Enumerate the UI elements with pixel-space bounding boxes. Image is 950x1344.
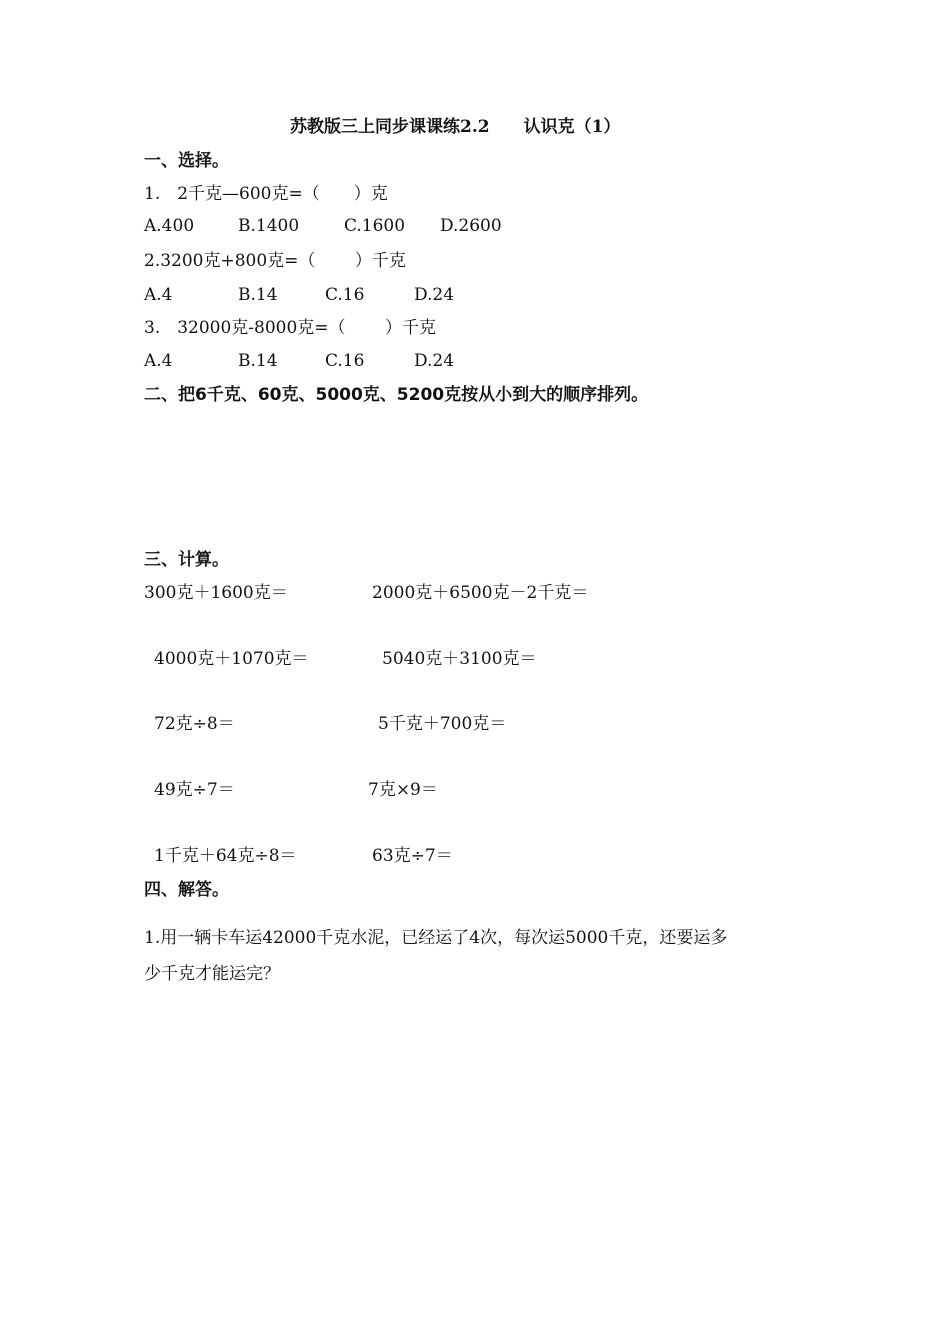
option-1c: C.1600 (344, 216, 406, 236)
word-problem-line-1: 1.用一辆卡车运42000千克水泥，已经运了4次，每次运5000千克，还要运多 (144, 928, 728, 948)
option-1b: B.1400 (238, 216, 300, 236)
calc-item: 7克×9＝ (368, 780, 438, 800)
option-1a: A.400 (144, 216, 195, 236)
option-3a: A.4 (144, 351, 173, 371)
section-heading-choice: 一、选择。 (144, 151, 229, 171)
calc-item: 5040克＋3100克＝ (382, 649, 537, 669)
calc-item: 4000克＋1070克＝ (154, 649, 309, 669)
option-2a: A.4 (144, 285, 173, 305)
question-1: 1. 2千克—600克=（ ）克 (144, 184, 388, 204)
calc-item: 300克＋1600克＝ (144, 583, 288, 603)
calc-item: 2000克＋6500克－2千克＝ (372, 583, 589, 603)
calc-item: 1千克＋64克÷8＝ (154, 846, 297, 866)
option-3c: C.16 (325, 351, 365, 371)
word-problem-line-2: 少千克才能运完？ (144, 964, 280, 984)
calc-item: 5千克＋700克＝ (378, 714, 507, 734)
section-heading-calculation: 三、计算。 (144, 550, 229, 570)
calc-item: 63克÷7＝ (372, 846, 453, 866)
section-heading-ordering: 二、把6千克、60克、5000克、5200克按从小到大的顺序排列。 (144, 385, 649, 405)
option-2d: D.24 (414, 285, 455, 305)
section-heading-answer: 四、解答。 (144, 880, 229, 900)
page-title: 苏教版三上同步课课练2.2 认识克（1） (290, 117, 621, 137)
calc-item: 49克÷7＝ (154, 780, 235, 800)
question-3: 3. 32000克-8000克=（ ）千克 (144, 318, 436, 338)
option-1d: D.2600 (440, 216, 502, 236)
option-3b: B.14 (238, 351, 278, 371)
option-2c: C.16 (325, 285, 365, 305)
question-2: 2.3200克+800克=（ ）千克 (144, 251, 406, 271)
option-2b: B.14 (238, 285, 278, 305)
calc-item: 72克÷8＝ (154, 714, 235, 734)
option-3d: D.24 (414, 351, 455, 371)
